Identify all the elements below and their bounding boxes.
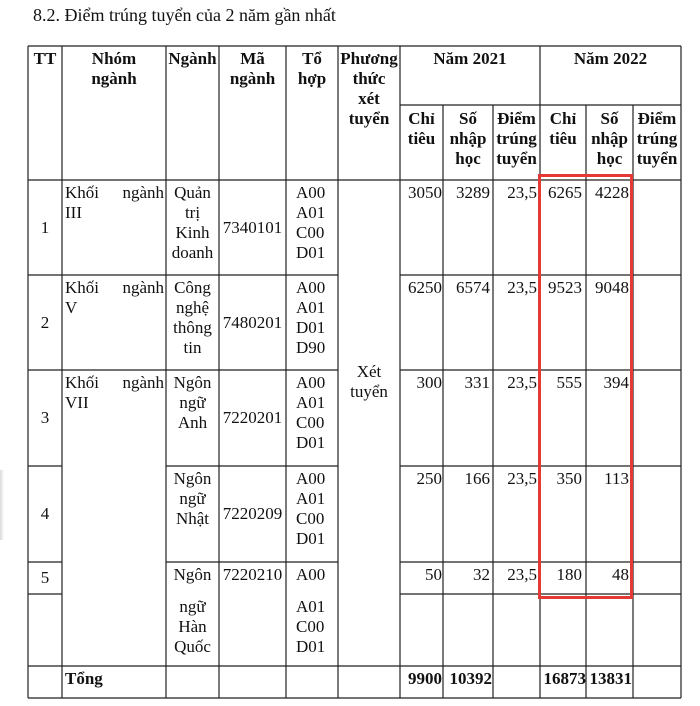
- row-number: 4: [40, 504, 50, 523]
- cell-to-hop: A00: [296, 278, 326, 297]
- highlight-box-2022: [538, 174, 633, 599]
- cell-nganh: ngữ: [179, 489, 206, 508]
- header-phuong-thuc: thức: [352, 69, 386, 88]
- cell-nhom-nganh: [65, 373, 164, 393]
- cell-nganh: Kinh: [175, 223, 210, 242]
- cell-nhom-nganh-word: Khối: [65, 278, 99, 297]
- cell-chi-tieu-2021: 50: [425, 565, 442, 584]
- subheader-sonhaphoc: học: [455, 149, 481, 168]
- cell-so-nhap-hoc-2021: 32: [473, 565, 490, 584]
- total-so-nhap-hoc-2022: 13831: [589, 669, 632, 688]
- cell-to-hop: A01: [296, 393, 326, 412]
- header-ma-nganh: Mã: [240, 49, 265, 68]
- cell-so-nhap-hoc-2022: 4228: [595, 183, 629, 202]
- total-chi-tieu-2021: 9900: [408, 669, 442, 688]
- header-phuong-thuc: xét: [358, 89, 380, 108]
- header-to-hop: Tổ: [302, 49, 322, 68]
- cell-diem-2021: 23,5: [507, 565, 537, 584]
- cell-so-nhap-hoc-2022: 48: [612, 565, 629, 584]
- cell-nganh: nghệ: [175, 298, 210, 317]
- cell-to-hop: D90: [296, 338, 326, 357]
- cell-nhom-nganh-word: ngành: [122, 278, 164, 297]
- subheader-chitieu: tiêu: [549, 129, 577, 148]
- cell-nganh: Nhật: [175, 509, 210, 528]
- cell-phuong-thuc: tuyển: [350, 382, 388, 401]
- subheader-sonhaphoc: học: [596, 149, 623, 168]
- subheader-chitieu: tiêu: [407, 129, 436, 148]
- cell-chi-tieu-2021: 6250: [408, 278, 442, 297]
- total-so-nhap-hoc-2021: 10392: [449, 669, 492, 688]
- cell-to-hop: C00: [296, 413, 325, 432]
- cell-nhom-nganh: [65, 278, 164, 298]
- cell-nganh: Ngôn: [173, 469, 212, 488]
- subheader-chitieu: Chỉ: [549, 109, 577, 128]
- cell-phuong-thuc: Xét: [356, 362, 382, 381]
- row-number: 5: [40, 568, 50, 587]
- cell-ma-nganh: 7340101: [222, 217, 283, 237]
- cell-chi-tieu-2021: 300: [416, 373, 442, 392]
- header-phuong-thuc: Phương: [340, 49, 398, 68]
- cell-to-hop: C00: [296, 223, 325, 242]
- cell-nganh: tin: [183, 338, 202, 357]
- section-heading: 8.2. Điểm trúng tuyển của 2 năm gần nhất: [33, 5, 336, 25]
- cell-diem-2021: 23,5: [507, 469, 537, 488]
- header-ma-nganh: ngành: [229, 69, 276, 88]
- cell-ma-nganh: 7480201: [222, 312, 283, 332]
- cell-chi-tieu-2022: 350: [556, 469, 582, 488]
- cell-nhom-nganh-so: VII: [65, 393, 89, 412]
- cell-nganh: doanh: [171, 243, 214, 262]
- cell-so-nhap-hoc-2022: 113: [604, 469, 629, 488]
- subheader-sonhaphoc: nhập: [591, 129, 628, 148]
- cell-to-hop: D01: [296, 433, 326, 452]
- cell-so-nhap-hoc-2021: 6574: [456, 278, 490, 297]
- cell-chi-tieu-2022: 555: [556, 373, 582, 392]
- header-nhom-nganh: ngành: [91, 69, 137, 88]
- cell-nganh: ngữ: [179, 597, 206, 616]
- header-tt: TT: [33, 49, 57, 68]
- cell-chi-tieu-2021: 250: [416, 469, 442, 488]
- cell-to-hop: A00: [296, 565, 326, 584]
- header-nganh: Ngành: [168, 49, 217, 68]
- cell-to-hop: A00: [296, 373, 326, 392]
- cell-so-nhap-hoc-2021: 166: [464, 469, 490, 488]
- header-phuong-thuc: tuyển: [348, 109, 390, 128]
- cell-to-hop: A00: [296, 183, 326, 202]
- subheader-chitieu: Chỉ: [408, 109, 435, 128]
- cell-chi-tieu-2022: 9523: [548, 278, 582, 297]
- cell-to-hop: C00: [296, 617, 325, 636]
- total-chi-tieu-2022: 16873: [543, 669, 586, 688]
- cell-to-hop: A01: [296, 489, 326, 508]
- cell-nganh: ngữ: [179, 393, 206, 412]
- cell-nhom-nganh-word: ngành: [122, 373, 164, 392]
- subheader-diem: tuyển: [496, 149, 537, 168]
- cell-ma-nganh: 7220210: [222, 565, 283, 584]
- cell-to-hop: A00: [296, 469, 326, 488]
- subheader-diem: tuyển: [636, 149, 678, 168]
- total-label: Tổng: [65, 669, 103, 688]
- row-number: 2: [40, 312, 50, 332]
- cell-so-nhap-hoc-2022: 394: [603, 373, 629, 392]
- cell-nhom-nganh-so: III: [65, 203, 82, 222]
- cell-nhom-nganh-word: ngành: [122, 183, 164, 202]
- subheader-sonhaphoc: Số: [459, 109, 477, 128]
- row-number: 3: [40, 408, 50, 427]
- cell-nganh: Quản: [174, 183, 211, 202]
- header-nhom-nganh: Nhóm: [91, 49, 137, 68]
- subheader-diem: trúng: [636, 129, 678, 148]
- cell-ma-nganh: 7220201: [222, 408, 283, 427]
- cell-to-hop: C00: [296, 509, 325, 528]
- cell-to-hop: A01: [296, 597, 326, 616]
- subheader-sonhaphoc: Số: [600, 109, 619, 128]
- cell-diem-2021: 23,5: [507, 183, 537, 202]
- cell-to-hop: D01: [296, 243, 326, 262]
- cell-nhom-nganh-so: V: [65, 298, 78, 317]
- cell-to-hop: D01: [296, 529, 326, 548]
- cell-so-nhap-hoc-2021: 331: [464, 373, 490, 392]
- cell-nganh: Ngôn: [173, 565, 212, 584]
- cell-diem-2021: 23,5: [507, 278, 537, 297]
- cell-nganh: Anh: [177, 413, 208, 432]
- cell-nganh: trị: [184, 203, 201, 222]
- cell-nhom-nganh-word: Khối: [65, 183, 99, 202]
- cell-to-hop: A01: [296, 298, 326, 317]
- cell-to-hop: A01: [296, 203, 326, 222]
- cell-nhom-nganh: [65, 183, 164, 203]
- cell-to-hop: D01: [296, 318, 326, 337]
- cell-ma-nganh: 7220209: [222, 504, 283, 523]
- cell-nganh: Công: [174, 278, 211, 297]
- subheader-diem: Điểm: [637, 109, 677, 128]
- cell-nganh: Quốc: [174, 637, 211, 656]
- row-number: 1: [40, 217, 50, 237]
- header-nam-2021: Năm 2021: [433, 49, 507, 68]
- cell-nganh: thông: [173, 318, 212, 337]
- header-to-hop: hợp: [297, 69, 327, 88]
- header-nam-2022: Năm 2022: [573, 49, 648, 68]
- cell-so-nhap-hoc-2022: 9048: [595, 278, 629, 297]
- cell-chi-tieu-2022: 6265: [548, 183, 582, 202]
- subheader-sonhaphoc: nhập: [449, 129, 487, 148]
- subheader-diem: Điểm: [497, 109, 536, 128]
- subheader-diem: trúng: [496, 129, 537, 148]
- cell-to-hop: D01: [296, 637, 326, 656]
- cell-nganh: Hàn: [178, 617, 207, 636]
- cell-so-nhap-hoc-2021: 3289: [456, 183, 490, 202]
- cell-nganh: Ngôn: [173, 373, 212, 392]
- cell-diem-2021: 23,5: [507, 373, 537, 392]
- cell-nhom-nganh-word: Khối: [65, 373, 99, 392]
- cell-chi-tieu-2022: 180: [556, 565, 582, 584]
- cell-chi-tieu-2021: 3050: [408, 183, 442, 202]
